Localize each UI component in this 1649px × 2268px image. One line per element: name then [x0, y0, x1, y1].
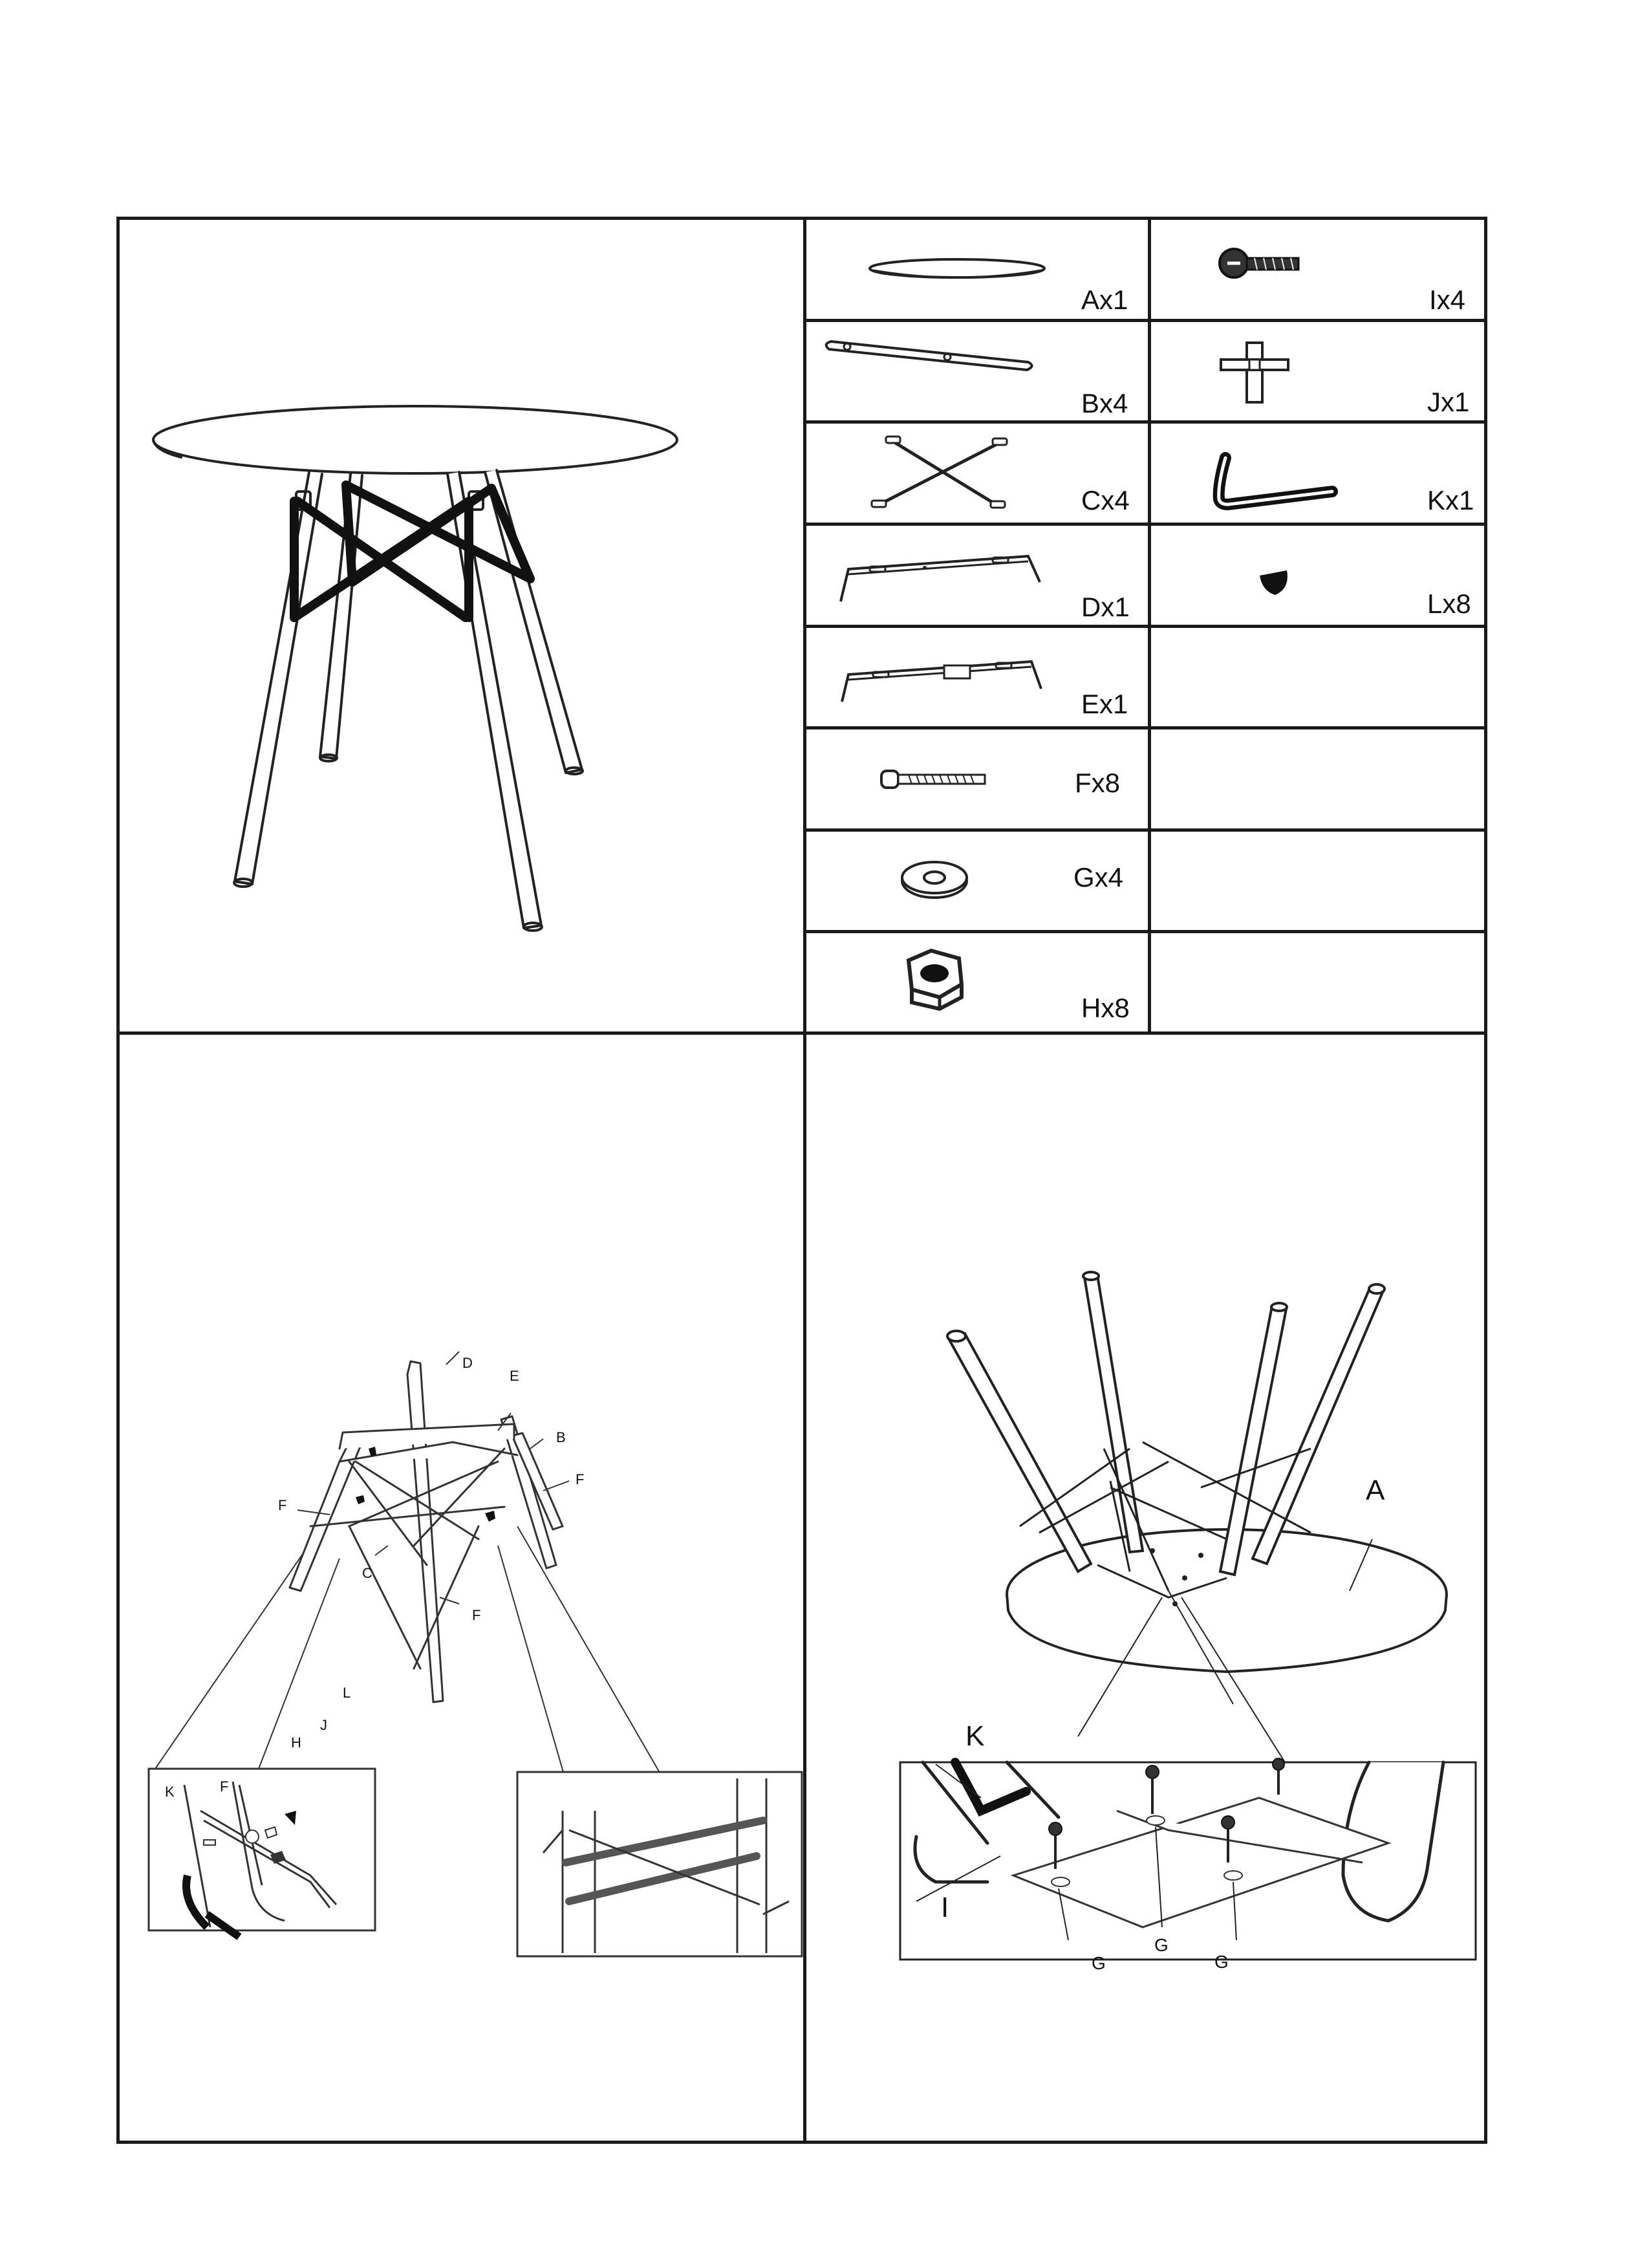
- tabletop-icon: [860, 249, 1054, 288]
- parts-row-divider: [803, 420, 1487, 424]
- bolt-icon: [876, 763, 993, 795]
- part-label-c: Cx4: [1081, 485, 1130, 515]
- callout-f-3: F: [472, 1607, 481, 1623]
- callout-e: E: [510, 1368, 519, 1384]
- callout-g-1: G: [1092, 1953, 1106, 1973]
- part-label-a: Ax1: [1081, 285, 1128, 315]
- parts-row-divider: [803, 625, 1487, 628]
- parts-row-divider: [803, 523, 1487, 526]
- part-label-b: Bx4: [1081, 388, 1128, 418]
- parts-row-divider: [803, 726, 1487, 729]
- allen-key-icon: [1200, 446, 1342, 517]
- callout-i: I: [941, 1892, 949, 1923]
- washer-icon: [896, 854, 973, 905]
- callout-g-2: G: [1154, 1935, 1169, 1955]
- callout-j: J: [320, 1717, 327, 1733]
- callout-c: C: [362, 1565, 372, 1581]
- part-label-f: Fx8: [1075, 768, 1121, 798]
- hex-nut-icon: [896, 944, 973, 1015]
- part-label-h: Hx8: [1081, 993, 1130, 1023]
- screw-icon: [1216, 243, 1306, 288]
- parts-row-divider: [803, 828, 1487, 832]
- strut-bar-icon: [821, 330, 1041, 375]
- callout-f-4: F: [220, 1778, 229, 1795]
- part-label-i: Ix4: [1429, 285, 1466, 315]
- bracket-d-icon: [834, 543, 1054, 608]
- callout-d: D: [462, 1355, 473, 1371]
- callout-l: L: [343, 1685, 351, 1701]
- tabletop-mounting-illustration: [806, 1035, 1487, 2144]
- callout-f-1: F: [576, 1471, 585, 1487]
- callout-k-large: K: [965, 1720, 985, 1752]
- part-label-j: Jx1: [1427, 387, 1470, 417]
- cap-icon: [1255, 563, 1293, 601]
- callout-g-3: G: [1214, 1952, 1229, 1972]
- part-label-g: Gx4: [1073, 862, 1124, 892]
- base-assembly-illustration: [116, 1035, 803, 2144]
- parts-row-divider: [803, 319, 1487, 322]
- part-label-e: Ex1: [1081, 689, 1128, 719]
- callout-a: A: [1366, 1474, 1385, 1506]
- part-label-d: Dx1: [1081, 592, 1130, 622]
- part-label-l: Lx8: [1427, 589, 1471, 619]
- bracket-e-icon: [834, 643, 1054, 708]
- callout-h: H: [291, 1734, 301, 1751]
- assembled-table-illustration: [116, 217, 803, 1031]
- part-label-k: Kx1: [1427, 485, 1474, 515]
- parts-row-divider: [803, 930, 1487, 933]
- socket-wrench-icon: [1216, 336, 1293, 407]
- callout-k: K: [165, 1784, 175, 1800]
- callout-b: B: [556, 1429, 566, 1445]
- cross-brace-icon: [867, 427, 1009, 517]
- callout-f-2: F: [278, 1497, 287, 1513]
